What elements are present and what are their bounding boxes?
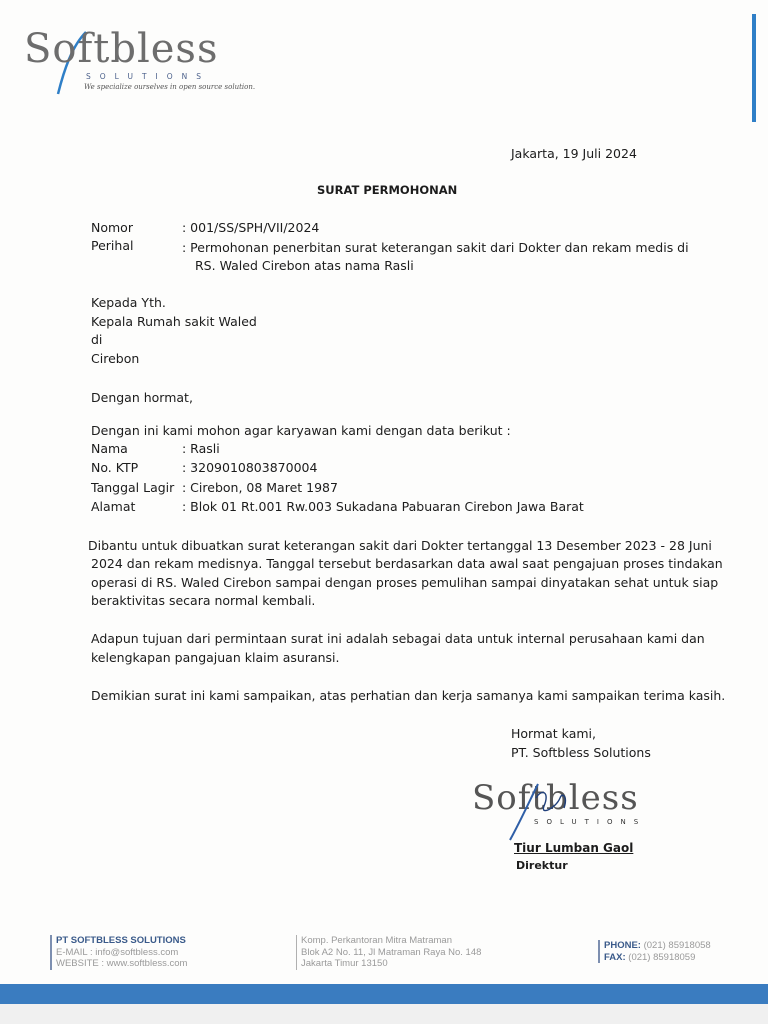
nomor-label: Nomor — [91, 220, 133, 235]
employee-value: : Rasli — [182, 441, 220, 456]
signature-icon — [472, 778, 682, 844]
stamp-subtitle: SOLUTIONS — [534, 818, 647, 826]
perihal-label: Perihal — [91, 238, 134, 253]
perihal-value: : Permohonan penerbitan surat keterangan sakit dari Dokter dan rekam medis di — [182, 240, 689, 255]
body-paragraph-line: kelengkapan pangajuan klaim asuransi. — [91, 650, 340, 665]
employee-label: Tanggal Lagir — [91, 480, 175, 495]
employee-value: : Blok 01 Rt.001 Rw.003 Sukadana Pabuaran Cirebon Jawa Barat — [182, 499, 584, 514]
recipient-line: Kepada Yth. — [91, 295, 166, 310]
intro-text: Dengan ini kami mohon agar karyawan kami dengan data berikut : — [91, 423, 511, 438]
body-paragraph-line: beraktivitas secara normal kembali. — [91, 593, 316, 608]
perihal-value-cont: RS. Waled Cirebon atas nama Rasli — [195, 258, 414, 273]
footer-address-line: Blok A2 No. 11, Jl Matraman Raya No. 148 — [301, 946, 482, 958]
footer-address-line: Jakarta Timur 13150 — [301, 958, 388, 969]
employee-value: : Cirebon, 08 Maret 1987 — [182, 480, 338, 495]
phone-label: PHONE: — [604, 940, 641, 951]
body-paragraph-line: 2024 dan rekam medisnya. Tanggal tersebut berdasarkan data awal saat pengajuan proses tindakan — [91, 556, 723, 571]
footer-band — [0, 984, 768, 1004]
closing-greeting: Hormat kami, — [511, 726, 596, 741]
signer-name: Tiur Lumban Gaol — [514, 841, 634, 855]
phone-number: (021) 85918058 — [643, 940, 711, 951]
nomor-value: : 001/SS/SPH/VII/2024 — [182, 220, 320, 235]
signer-title: Direktur — [516, 859, 568, 872]
letter-title: SURAT PERMOHONAN — [317, 183, 458, 197]
closing-paragraph: Demikian surat ini kami sampaikan, atas perhatian dan kerja samanya kami sampaikan terima kasih. — [91, 688, 726, 703]
footer-address-line: Komp. Perkantoran Mitra Matraman — [301, 935, 453, 946]
employee-value: : 3209010803870004 — [182, 460, 318, 475]
fax-label: FAX: — [604, 951, 626, 963]
recipient-line: Cirebon — [91, 351, 140, 366]
stamp-wordmark: Softbless — [472, 778, 639, 818]
footer-address-block — [296, 935, 481, 970]
footer-company-block — [50, 935, 187, 970]
body-paragraph-line: Adapun tujuan dari permintaan surat ini adalah sebagai data untuk internal perusahaan kami dan — [91, 631, 705, 646]
closing-company: PT. Softbless Solutions — [511, 745, 651, 760]
footer-contact-block — [598, 940, 711, 963]
greeting: Dengan hormat, — [91, 390, 193, 405]
logo-subtitle: SOLUTIONS — [86, 72, 211, 81]
company-logo — [24, 26, 284, 96]
footer-email: E-MAIL : info@softbless.com — [56, 946, 179, 958]
fax-number: (021) 85918059 — [628, 951, 696, 963]
body-paragraph-line: operasi di RS. Waled Cirebon sampai dengan proses pemulihan sampai dinyatakan sehat untuk siap — [91, 575, 719, 590]
recipient-line: Kepala Rumah sakit Waled — [91, 314, 257, 329]
employee-label: Nama — [91, 441, 128, 456]
date-line: Jakarta, 19 Juli 2024 — [511, 146, 637, 161]
footer-band-lower — [0, 1004, 768, 1024]
body-paragraph-line: Dibantu untuk dibuatkan surat keterangan sakit dari Dokter tertanggal 13 Desember 2023 - 28 Juni — [88, 538, 712, 553]
company-stamp — [472, 778, 682, 840]
logo-wordmark: Softbless — [24, 26, 219, 72]
recipient-line: di — [91, 332, 103, 347]
employee-label: Alamat — [91, 499, 136, 514]
employee-label: No. KTP — [91, 460, 139, 475]
footer-website: WEBSITE : www.softbless.com — [56, 958, 188, 969]
logo-tagline: We specialize ourselves in open source solution. — [84, 83, 256, 91]
footer-company: PT SOFTBLESS SOLUTIONS — [56, 935, 186, 946]
accent-bar — [752, 14, 756, 122]
